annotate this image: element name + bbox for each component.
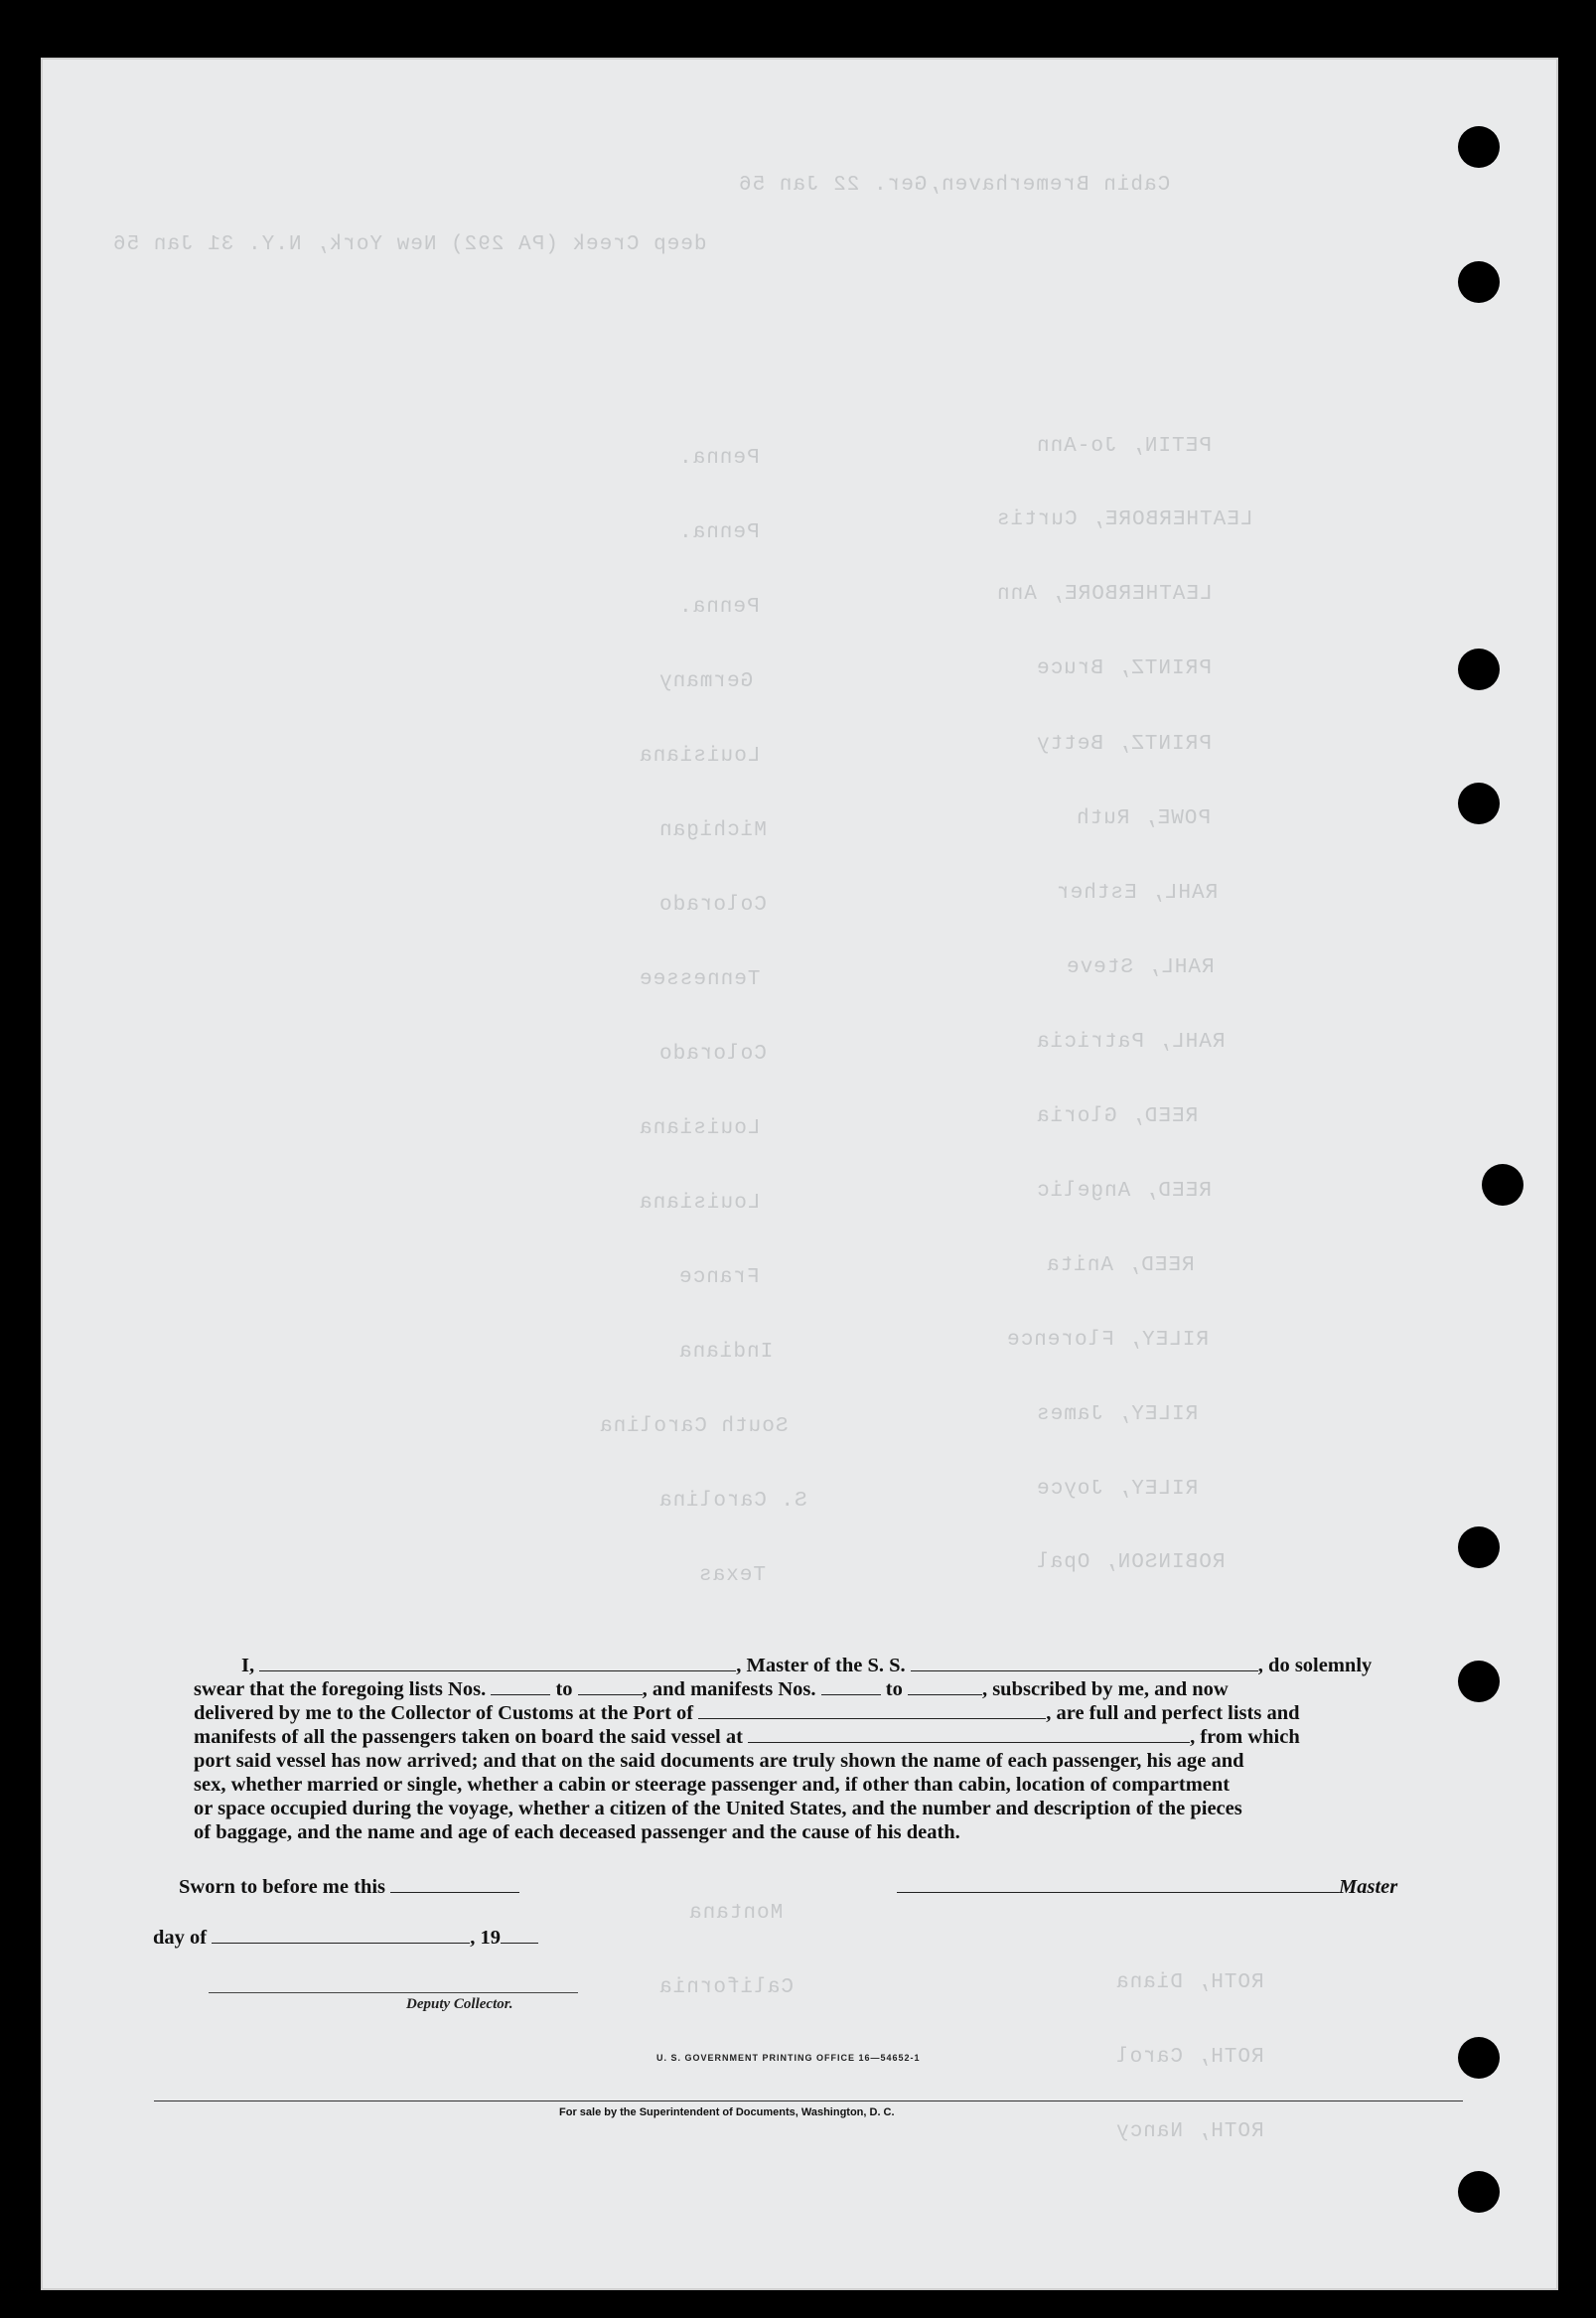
- ghost-text: REED, Anita: [1046, 1254, 1195, 1277]
- blank-line: [908, 1678, 982, 1695]
- oath-text: or space occupied during the voyage, whether a citizen of the United States, and the number and description of the pieces: [194, 1798, 1242, 1819]
- punch-hole-icon: [1458, 1526, 1500, 1568]
- ghost-text: Montana: [688, 1902, 784, 1925]
- ghost-text: France: [678, 1266, 760, 1289]
- oath-text: sex, whether married or single, whether a cabin or steerage passenger and, if other than cabin, location of compartment: [194, 1774, 1231, 1796]
- document-page: [41, 58, 1558, 2290]
- master-signature-line: [897, 1876, 1397, 1899]
- punch-hole-icon: [1458, 126, 1500, 168]
- ghost-text: Louisiana: [639, 1117, 761, 1140]
- ghost-text: Louisiana: [639, 745, 761, 768]
- day-of-label: day of: [153, 1927, 208, 1949]
- punch-hole-icon: [1458, 783, 1500, 824]
- oath-text: to: [885, 1678, 903, 1700]
- oath-text: I,: [241, 1655, 255, 1676]
- oath-text: manifests of all the passengers taken on board the said vessel at: [194, 1726, 743, 1748]
- ghost-text: Germany: [658, 670, 754, 693]
- ghost-text: POWE, Ruth: [1076, 807, 1212, 830]
- blank-line: [578, 1678, 643, 1695]
- oath-text: , and manifests Nos.: [642, 1678, 816, 1700]
- punch-hole-icon: [1482, 1164, 1523, 1206]
- ghost-text: ROTH, Nancy: [1115, 2120, 1264, 2143]
- ghost-text: Louisiana: [639, 1192, 761, 1215]
- ghost-text: REED, Gloria: [1036, 1105, 1199, 1128]
- ghost-text: LEATHERBORE, Curtis: [996, 508, 1253, 531]
- blank-line: [897, 1876, 1339, 1893]
- blank-line: [259, 1655, 736, 1671]
- ghost-text: PETIN, Jo-Ann: [1036, 435, 1212, 458]
- oath-text: of baggage, and the name and age of each deceased passenger and the cause of his death.: [194, 1821, 960, 1843]
- oath-text: to: [555, 1678, 573, 1700]
- printing-office-code: U. S. GOVERNMENT PRINTING OFFICE 16—54652-1: [656, 2053, 921, 2063]
- ghost-text: California: [658, 1976, 795, 1999]
- ghost-text: ROTH, Carol: [1115, 2046, 1264, 2069]
- deputy-collector-label: Deputy Collector.: [406, 1996, 513, 2012]
- blank-line: [748, 1726, 1190, 1743]
- ghost-text: RAHL, Patricia: [1036, 1031, 1226, 1054]
- footer-note: For sale by the Superintendent of Documents, Washington, D. C.: [559, 2106, 895, 2118]
- ghost-text: Colorado: [658, 894, 767, 917]
- oath-text: , Master of the S. S.: [736, 1655, 906, 1676]
- year-prefix: , 19: [470, 1927, 501, 1949]
- ghost-text: RILEY, James: [1036, 1403, 1199, 1426]
- ghost-text: Cabin Bremerhaven,Ger. 22 Jan 56: [738, 174, 1171, 197]
- oath-text: delivered by me to the Collector of Customs at the Port of: [194, 1702, 694, 1724]
- blank-line: [491, 1678, 550, 1695]
- oath-text: , are full and perfect lists and: [1046, 1702, 1300, 1724]
- ghost-text: RILEY, Florence: [1006, 1329, 1210, 1352]
- blank-line: [212, 1927, 470, 1944]
- oath-text: , from which: [1190, 1726, 1300, 1748]
- ghost-text: Tennessee: [639, 968, 761, 991]
- day-of-line: [153, 1927, 538, 1950]
- ghost-text: Michigan: [658, 819, 767, 842]
- ghost-text: South Carolina: [599, 1415, 789, 1438]
- blank-line: [501, 1927, 538, 1944]
- ghost-text: PRINTZ, Bruce: [1036, 657, 1212, 680]
- oath-text: , do solemnly: [1257, 1655, 1373, 1676]
- ghost-text: ROBINSON, Opal: [1036, 1551, 1226, 1574]
- master-oath-paragraph: [194, 1654, 1470, 1844]
- deputy-signature-line: [209, 1992, 578, 1993]
- punch-hole-icon: [1458, 261, 1500, 303]
- ghost-text: Indiana: [678, 1341, 774, 1364]
- ghost-text: Colorado: [658, 1043, 767, 1066]
- oath-text: swear that the foregoing lists Nos.: [194, 1678, 487, 1700]
- ghost-text: Penna.: [678, 521, 760, 544]
- blank-line: [390, 1876, 519, 1893]
- blank-line: [821, 1678, 881, 1695]
- punch-hole-icon: [1458, 2171, 1500, 2213]
- ghost-text: LEATHERBORE, Ann: [996, 583, 1213, 606]
- master-label: Master: [1339, 1876, 1398, 1898]
- ghost-text: REED, Angelic: [1036, 1180, 1212, 1203]
- ghost-text: Penna.: [678, 447, 760, 470]
- ghost-text: RAHL, Esther: [1056, 882, 1219, 905]
- ghost-text: Penna.: [678, 596, 760, 619]
- ghost-text: ROTH, Diana: [1115, 1971, 1264, 1994]
- blank-line: [911, 1655, 1258, 1671]
- ghost-text: RAHL, Steve: [1066, 956, 1215, 979]
- ghost-text: S. Carolina: [658, 1490, 807, 1513]
- ghost-text: Texas: [698, 1564, 767, 1587]
- oath-text: port said vessel has now arrived; and that on the said documents are truly shown the name of each passenger, his age and: [194, 1750, 1244, 1772]
- punch-hole-icon: [1458, 649, 1500, 690]
- blank-line: [698, 1702, 1046, 1719]
- ghost-text: PRINTZ, Betty: [1036, 733, 1212, 756]
- punch-hole-icon: [1458, 2037, 1500, 2079]
- ghost-text: deep Creek (PA 292) New York, N.Y. 31 Jan 56: [112, 233, 707, 256]
- oath-text: , subscribed by me, and now: [981, 1678, 1229, 1700]
- sworn-label: Sworn to before me this: [179, 1876, 386, 1898]
- sworn-line: [179, 1876, 519, 1899]
- ghost-text: RILEY, Joyce: [1036, 1478, 1199, 1501]
